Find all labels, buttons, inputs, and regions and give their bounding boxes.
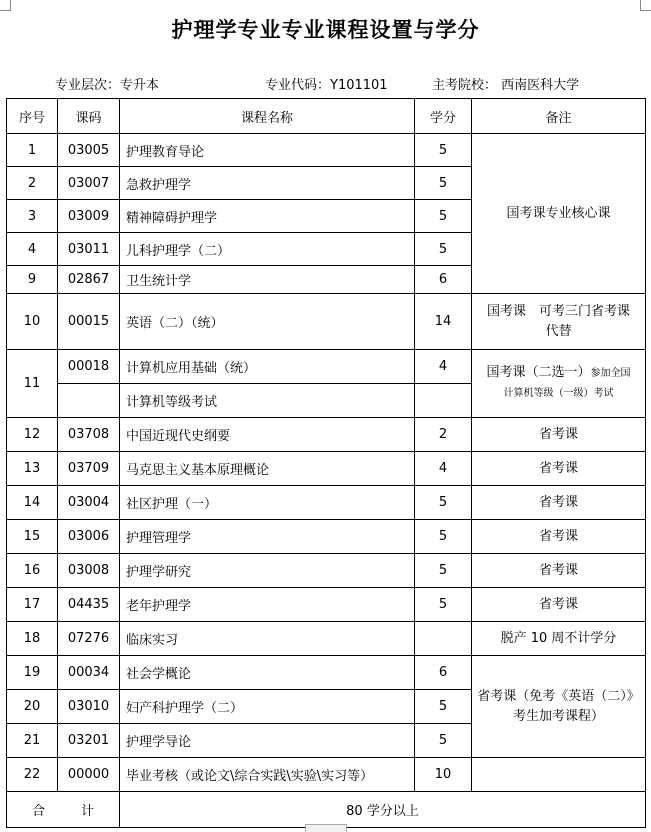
row-name: 妇产科护理学（二） xyxy=(120,690,415,724)
row-credit: 5 xyxy=(415,134,472,167)
note-provincial: 省考课 xyxy=(472,418,646,452)
table-row xyxy=(7,418,646,452)
table-row xyxy=(7,622,646,656)
row-no: 19 xyxy=(7,656,58,690)
row-code: 03008 xyxy=(58,554,120,588)
row-no: 2 xyxy=(7,167,58,200)
note-english-free xyxy=(472,656,646,758)
row-no: 10 xyxy=(7,294,58,350)
row-no: 9 xyxy=(7,266,58,294)
row-credit: 5 xyxy=(415,233,472,266)
header-row xyxy=(7,99,646,134)
row-credit: 5 xyxy=(415,690,472,724)
header-credit: 学分 xyxy=(415,99,472,134)
row-credit: 5 xyxy=(415,486,472,520)
note-computer xyxy=(472,350,646,418)
row-no: 11 xyxy=(7,350,58,418)
row-name: 护理学研究 xyxy=(120,554,415,588)
total-row xyxy=(7,792,646,828)
row-name: 英语（二）（统） xyxy=(120,294,415,350)
course-table xyxy=(6,98,646,828)
note-provincial: 省考课 xyxy=(472,520,646,554)
row-credit: 6 xyxy=(415,656,472,690)
total-label-right: 计 xyxy=(81,804,95,819)
note-computer-small1: 参加全国 xyxy=(590,368,631,379)
row-code: 03009 xyxy=(58,200,120,233)
header-no: 序号 xyxy=(7,99,58,134)
table-row xyxy=(7,520,646,554)
row-name: 儿科护理学（二） xyxy=(120,233,415,266)
note-core: 国考课专业核心课 xyxy=(472,134,646,294)
table-row xyxy=(7,758,646,792)
row-credit: 5 xyxy=(415,724,472,758)
row-code: 03011 xyxy=(58,233,120,266)
row-code: 00015 xyxy=(58,294,120,350)
row-name: 中国近现代史纲要 xyxy=(120,418,415,452)
row-credit: 5 xyxy=(415,200,472,233)
note-empty xyxy=(472,758,646,792)
row-credit: 5 xyxy=(415,588,472,622)
row-credit: 4 xyxy=(415,350,472,384)
row-no: 21 xyxy=(7,724,58,758)
note-english-line1: 国考课 可考三门省考课 xyxy=(486,303,630,319)
row-name: 社区护理（一） xyxy=(120,486,415,520)
row-code: 03709 xyxy=(58,452,120,486)
row-name: 计算机等级考试 xyxy=(120,384,415,418)
row-code: 00000 xyxy=(58,758,120,792)
row-code: 03708 xyxy=(58,418,120,452)
row-code: 02867 xyxy=(58,266,120,294)
row-no: 3 xyxy=(7,200,58,233)
row-code: 00034 xyxy=(58,656,120,690)
code-label: 专业代码：Y101101 xyxy=(265,78,388,93)
table-row xyxy=(7,656,646,690)
row-credit: 14 xyxy=(415,294,472,350)
note-english-free-line1: 省考课（免考《英语（二）》 xyxy=(477,688,640,704)
row-credit: 4 xyxy=(415,452,472,486)
note-computer-main: 国考课（二选一） xyxy=(486,365,591,380)
row-name: 计算机应用基础（统） xyxy=(120,350,415,384)
note-provincial: 省考课 xyxy=(472,486,646,520)
row-no: 18 xyxy=(7,622,58,656)
row-name: 老年护理学 xyxy=(120,588,415,622)
row-code: 03201 xyxy=(58,724,120,758)
header-code: 课码 xyxy=(58,99,120,134)
row-code: 00018 xyxy=(58,350,120,384)
page-title: 护理学专业专业课程设置与学分 xyxy=(171,18,480,42)
row-name: 马克思主义基本原理概论 xyxy=(120,452,415,486)
note-computer-small2: 计算机等级（一级）考试 xyxy=(503,388,614,399)
total-value: 80 学分以上 xyxy=(120,792,646,828)
page-corner-mark xyxy=(0,0,11,11)
row-no: 12 xyxy=(7,418,58,452)
row-code: 07276 xyxy=(58,622,120,656)
row-credit xyxy=(415,622,472,656)
row-name: 临床实习 xyxy=(120,622,415,656)
row-credit: 5 xyxy=(415,167,472,200)
total-label-left: 合 xyxy=(31,804,45,819)
row-name: 毕业考核（或论文\综合实践\实验\实习等） xyxy=(120,758,415,792)
row-credit: 6 xyxy=(415,266,472,294)
row-credit: 10 xyxy=(415,758,472,792)
note-provincial: 省考课 xyxy=(472,554,646,588)
page-corner-mark-right xyxy=(640,0,651,11)
table-row xyxy=(7,452,646,486)
row-code: 03004 xyxy=(58,486,120,520)
note-provincial: 省考课 xyxy=(472,452,646,486)
row-credit: 2 xyxy=(415,418,472,452)
row-no: 20 xyxy=(7,690,58,724)
row-no: 14 xyxy=(7,486,58,520)
note-internship: 脱产 10 周不计学分 xyxy=(472,622,646,656)
row-no: 15 xyxy=(7,520,58,554)
row-name: 护理教育导论 xyxy=(120,134,415,167)
row-credit: 5 xyxy=(415,554,472,588)
row-name: 护理学导论 xyxy=(120,724,415,758)
table-row xyxy=(7,486,646,520)
row-no: 1 xyxy=(7,134,58,167)
row-name: 社会学概论 xyxy=(120,656,415,690)
table-row xyxy=(7,588,646,622)
table-row xyxy=(7,134,646,167)
table-row xyxy=(7,294,646,350)
level-label: 专业层次：专升本 xyxy=(55,78,160,93)
total-label xyxy=(7,792,120,828)
school-label: 主考院校： 西南医科大学 xyxy=(432,78,580,93)
row-code: 03010 xyxy=(58,690,120,724)
row-code xyxy=(58,384,120,418)
header-note: 备注 xyxy=(472,99,646,134)
row-credit xyxy=(415,384,472,418)
row-no: 16 xyxy=(7,554,58,588)
row-code: 03006 xyxy=(58,520,120,554)
row-code: 03005 xyxy=(58,134,120,167)
row-no: 17 xyxy=(7,588,58,622)
row-name: 急救护理学 xyxy=(120,167,415,200)
row-code: 04435 xyxy=(58,588,120,622)
row-name: 卫生统计学 xyxy=(120,266,415,294)
row-no: 4 xyxy=(7,233,58,266)
row-no: 22 xyxy=(7,758,58,792)
table-row xyxy=(7,554,646,588)
row-name: 精神障碍护理学 xyxy=(120,200,415,233)
note-english xyxy=(472,294,646,350)
note-provincial: 省考课 xyxy=(472,588,646,622)
note-english-line2: 代替 xyxy=(545,323,572,339)
note-english-free-line2: 考生加考课程） xyxy=(512,708,604,724)
header-name: 课程名称 xyxy=(120,99,415,134)
row-no: 13 xyxy=(7,452,58,486)
row-code: 03007 xyxy=(58,167,120,200)
table-row xyxy=(7,350,646,384)
row-name: 护理管理学 xyxy=(120,520,415,554)
row-credit: 5 xyxy=(415,520,472,554)
